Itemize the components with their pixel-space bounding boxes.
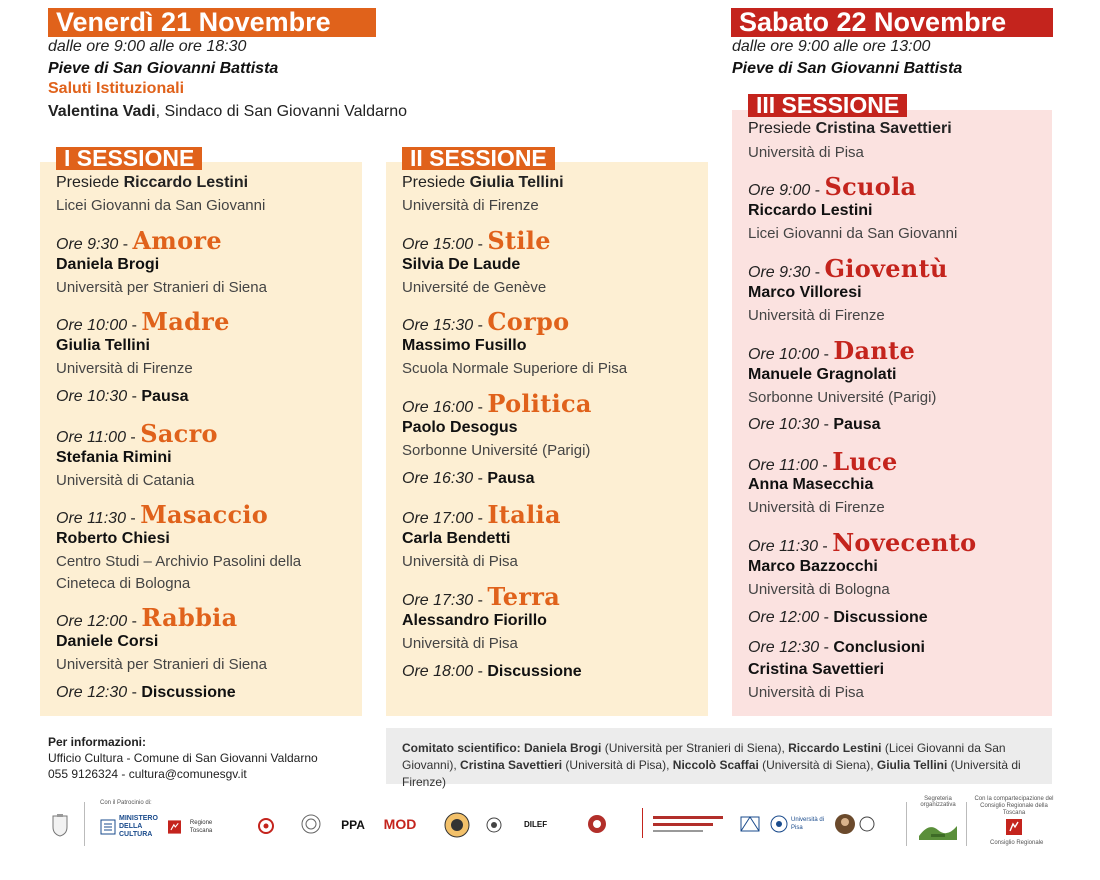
talk-slot: Ore 10:30 - Pausa [56,388,189,405]
talk-time: Ore 15:30 [402,317,474,334]
talk-slot: Ore 9:30 - Amore [56,226,222,255]
pegasus-icon [168,818,181,836]
talk-slot: Ore 12:00 - Rabbia [56,603,238,632]
talk-slot: Ore 11:00 - Sacro [56,419,218,448]
committee-affiliation: (Università per Stranieri di Siena), [601,741,789,755]
talk-slot: Ore 11:00 - Luce [748,447,898,476]
talk-speaker: Paolo Desogus [402,419,518,436]
talk-time: Ore 16:30 [402,470,474,487]
session-1-chair [56,174,248,192]
talk-time: Ore 12:00 [748,609,820,626]
talk-time: Ore 15:00 [402,236,474,253]
talk-theme: Terra [487,582,561,611]
logo-divider [642,808,643,838]
talk-slot: Ore 10:30 - Pausa [748,416,881,433]
regione-toscana-logo [168,816,218,838]
talk-time: Ore 11:30 [748,538,818,555]
talk-speaker: Anna Masecchia [748,476,874,493]
talk-affiliation: Licei Giovanni da San Giovanni [748,225,958,242]
museum-seal-icon [300,812,322,836]
talk-slot: Ore 17:30 - Terra [402,582,561,611]
talk-theme: Masaccio [140,500,269,529]
unipisa-logo [770,812,828,836]
consiglio-label: Consiglio Regionale [990,840,1044,846]
talk-break: Pausa [141,388,189,405]
committee-member: Giulia Tellini [876,758,948,772]
session-3-chair [748,120,952,138]
talk-speaker: Silvia De Laude [402,256,521,273]
talk-time: Ore 10:00 [56,317,128,334]
segreteria-label: Segreteria organizzativa [920,796,956,808]
info-title: Per informazioni: [48,735,147,749]
chair-name: Riccardo Lestini [123,174,249,191]
talk-speaker: Stefania Rimini [56,449,172,466]
talk-speaker: Cristina Savettieri [748,661,885,678]
committee-affiliation: (Università di Pisa), [562,758,673,772]
friday-venue: Pieve di San Giovanni Battista [48,60,279,77]
talk-slot: Ore 18:00 - Discussione [402,663,582,680]
talk-affiliation: Università di Firenze [748,499,885,516]
ministero-emblem-icon [100,819,116,835]
talk-affiliation: Università di Bologna [748,581,890,598]
ministero-cultura-logo [100,816,158,838]
talk-break: Pausa [833,416,881,433]
scientific-committee [386,728,1052,789]
saluti-role: , Sindaco di San Giovanni Valdarno [155,103,408,120]
portrait-society-logo [834,810,890,838]
round-badge-icon [442,810,472,840]
talk-slot: Ore 15:00 - Stile [402,226,551,255]
talk-time: Ore 10:30 [56,388,128,405]
talk-slot: Ore 12:30 - Discussione [56,684,236,701]
talk-time: Ore 12:30 [56,684,128,701]
info-contacts: 055 9126324 - cultura@comunesgv.it [48,767,247,781]
talk-time: Ore 10:30 [748,416,820,433]
committee-member: Daniela Brogi [524,741,602,755]
talk-slot: Ore 11:30 - Novecento [748,528,977,557]
talk-slot: Ore 17:00 - Italia [402,500,561,529]
talk-theme: Scuola [824,172,917,201]
talk-time: Ore 11:00 [748,457,818,474]
talk-time: Ore 9:00 [748,182,811,199]
society-seal-icon [856,816,878,832]
saturday-date-header: Sabato 22 Novembre [731,8,1053,37]
chair-name: Giulia Tellini [469,174,564,191]
talk-discussion: Discussione [833,609,928,626]
talk-theme: Madre [141,307,230,336]
cherub-seal-icon [770,815,788,833]
talk-slot: Ore 10:00 - Dante [748,336,916,365]
ppa-logo: PPA [341,818,365,832]
committee-member: Cristina Savettieri [460,758,563,772]
talk-slot: Ore 10:00 - Madre [56,307,230,336]
talk-speaker: Giulia Tellini [56,337,150,354]
logo-divider [906,802,907,846]
saluti-name: Valentina Vadi [48,103,156,120]
talk-speaker: Daniela Brogi [56,256,160,273]
talk-speaker: Roberto Chiesi [56,530,170,547]
talk-slot: Ore 16:00 - Politica [402,389,592,418]
talk-affiliation: Université de Genève [402,279,547,296]
talk-theme: Dante [833,336,916,365]
talk-speaker: Daniele Corsi [56,633,159,650]
compartecipazione-label: Con la compartecipazione del Consiglio Regionale della Toscana [974,796,1054,816]
talk-slot: Ore 12:00 - Discussione [748,609,928,626]
patrocinio-label: Con il Patrocinio di: [100,800,152,806]
talk-slot: Ore 9:00 - Scuola [748,172,917,201]
saluti-title: Saluti Istituzionali [48,80,185,97]
talk-discussion: Discussione [141,684,236,701]
talk-time: Ore 10:00 [748,346,820,363]
talk-discussion: Discussione [487,663,582,680]
committee-affiliation: (Università di Firenze) [402,758,1021,789]
ministero-label: MINISTERO DELLA CULTURA [119,815,158,838]
committee-affiliation: (Università di Siena), [758,758,877,772]
talk-affiliation: Sorbonne Université (Parigi) [748,389,937,406]
chair-name: Cristina Savettieri [815,120,952,137]
talk-conclusions: Conclusioni [833,639,925,656]
talk-time: Ore 16:00 [402,399,474,416]
dilef-label: DILEF [524,820,548,829]
session-3-chair-affiliation: Università di Pisa [748,144,864,161]
session-3-title: III SESSIONE [748,94,907,117]
unipisa-label: Università di Pisa [791,817,825,831]
talk-affiliation: Università per Stranieri di Siena [56,279,267,296]
logo-divider [84,802,85,846]
talk-theme: Sacro [140,419,218,448]
presiede-label: Presiede [748,120,816,137]
talk-theme: Corpo [487,307,570,336]
talk-speaker: Marco Villoresi [748,284,862,301]
portrait-icon [834,813,856,835]
committee-member: Riccardo Lestini [788,741,882,755]
talk-theme: Amore [132,226,222,255]
talk-time: Ore 9:30 [748,264,811,281]
talk-theme: Novecento [832,528,977,557]
talk-slot: Ore 15:30 - Corpo [402,307,570,336]
talk-theme: Politica [487,389,592,418]
talk-affiliation: Sorbonne Université (Parigi) [402,442,591,459]
talk-theme: Rabbia [141,603,238,632]
presiede-label: Presiede [402,174,470,191]
flame-icon [257,817,275,835]
talk-speaker: Massimo Fusillo [402,337,527,354]
talk-affiliation: Università di Catania [56,472,195,489]
talk-theme: Stile [487,226,551,255]
sapienza-logo-icon [736,812,764,836]
regione-label: Regione Toscana [189,820,213,834]
saturday-venue: Pieve di San Giovanni Battista [732,60,963,77]
session-2-title: II SESSIONE [402,147,555,170]
talk-affiliation: Centro Studi – Archivio Pasolini della [56,553,302,570]
talk-time: Ore 11:30 [56,510,126,527]
session-2-chair [402,174,564,192]
talk-speaker: Marco Bazzocchi [748,558,878,575]
talk-slot: Ore 9:30 - Gioventù [748,254,948,283]
info-block [48,734,318,782]
talk-time: Ore 12:00 [56,613,128,630]
institute-logo [234,810,298,842]
committee-label: Comitato scientifico: [402,741,525,755]
talk-time: Ore 17:00 [402,510,474,527]
unisi-seal-icon [582,812,612,836]
talk-theme: Luce [832,447,898,476]
talk-time: Ore 9:30 [56,236,119,253]
committee-member: Niccolò Scaffai [672,758,759,772]
philology-department-logo [650,810,726,838]
talk-affiliation: Università di Pisa [748,684,864,701]
presiede-label: Presiede [56,174,124,191]
friday-hours: dalle ore 9:00 alle ore 18:30 [48,38,247,55]
consiglio-regionale-icon [1000,816,1028,838]
segreteria-landscape-icon [918,814,958,842]
info-office: Ufficio Cultura - Comune di San Giovanni Valdarno [48,751,318,765]
mod-logo: MOD [383,816,417,832]
unifi-dilef-logo [486,814,554,836]
talk-affiliation: Università di Pisa [402,553,518,570]
talk-affiliation: Università di Firenze [748,307,885,324]
talk-slot: Ore 16:30 - Pausa [402,470,535,487]
session-2-chair-affiliation: Università di Firenze [402,197,539,214]
committee-affiliation: (Licei Giovanni da San Giovanni), [402,741,1006,772]
talk-time: Ore 18:00 [402,663,474,680]
talk-time: Ore 11:00 [56,429,126,446]
talk-speaker: Alessandro Fiorillo [402,612,547,629]
talk-affiliation: Scuola Normale Superiore di Pisa [402,360,628,377]
saluti-person [48,103,407,121]
talk-break: Pausa [487,470,535,487]
logo-divider [966,802,967,846]
talk-affiliation: Università di Firenze [56,360,193,377]
friday-date-header: Venerdì 21 Novembre [48,8,376,37]
talk-affiliation-line2: Cineteca di Bologna [56,575,191,592]
sponsor-logos [44,796,1056,852]
talk-theme: Italia [487,500,561,529]
talk-time: Ore 12:30 [748,639,820,656]
session-1-chair-affiliation: Licei Giovanni da San Giovanni [56,197,266,214]
talk-time: Ore 17:30 [402,592,474,609]
talk-speaker: Carla Bendetti [402,530,511,547]
talk-affiliation: Università di Pisa [402,635,518,652]
talk-slot: Ore 11:30 - Masaccio [56,500,269,529]
unifi-seal-icon [486,817,502,833]
session-1-title: I SESSIONE [56,147,202,170]
talk-slot: Ore 12:30 - Conclusioni [748,639,925,656]
talk-speaker: Manuele Gragnolati [748,366,897,383]
comune-crest-icon [48,810,72,840]
talk-theme: Gioventù [824,254,948,283]
talk-affiliation: Università per Stranieri di Siena [56,656,267,673]
saturday-hours: dalle ore 9:00 alle ore 13:00 [732,38,931,55]
talk-speaker: Riccardo Lestini [748,202,873,219]
